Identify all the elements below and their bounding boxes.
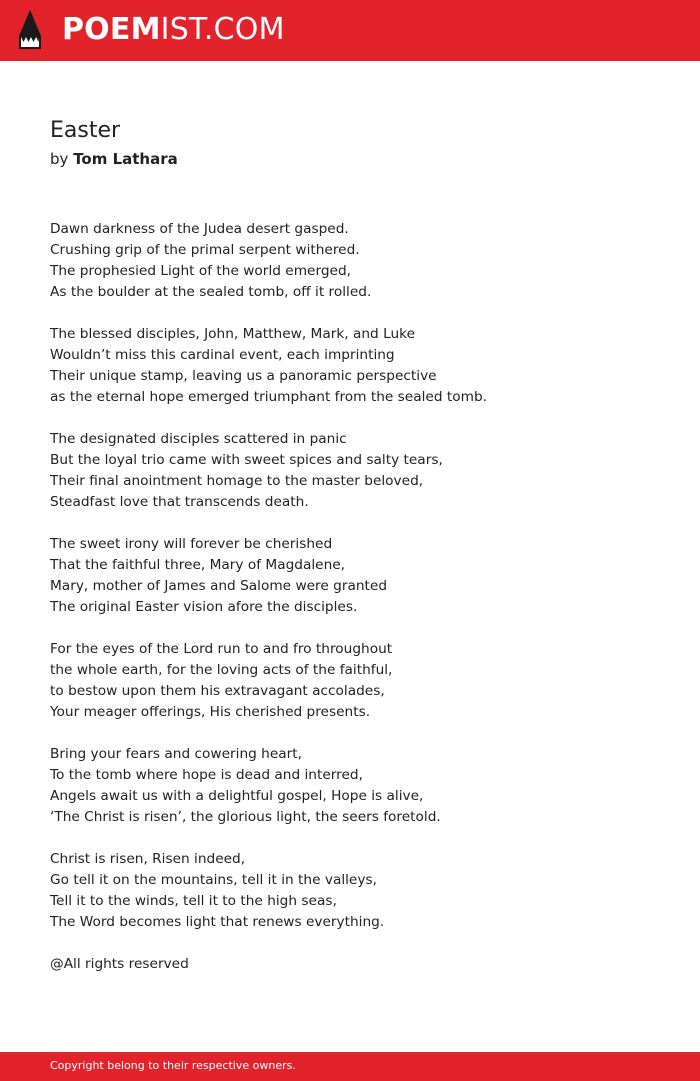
poem-line: to bestow upon them his extravagant accolades, xyxy=(50,683,385,699)
stanza xyxy=(50,744,670,828)
poem-line: The designated disciples scattered in panic xyxy=(50,431,347,447)
author-name[interactable]: Tom Lathara xyxy=(73,150,178,168)
stanza xyxy=(50,534,670,618)
stanza xyxy=(50,849,670,933)
byline xyxy=(50,149,178,169)
poem-line: the whole earth, for the loving acts of the faithful, xyxy=(50,662,393,678)
poem-title: Easter xyxy=(50,118,121,143)
poem-line: The blessed disciples, John, Matthew, Mark, and Luke xyxy=(50,326,415,342)
pencil-tip-icon[interactable] xyxy=(17,9,43,51)
site-footer xyxy=(0,1052,700,1081)
poem-line: Dawn darkness of the Judea desert gasped. xyxy=(50,221,349,237)
poem-line: Crushing grip of the primal serpent withered. xyxy=(50,242,360,258)
stanza xyxy=(50,429,670,513)
stanza xyxy=(50,219,670,303)
copyright-text: Copyright belong to their respective owners. xyxy=(50,1059,296,1072)
poem-line: Steadfast love that transcends death. xyxy=(50,494,309,510)
poem-line: That the faithful three, Mary of Magdalene, xyxy=(50,557,346,573)
rights-notice: @All rights reserved xyxy=(50,956,189,972)
poem-line: The prophesied Light of the world emerged, xyxy=(50,263,351,279)
poem-line: To the tomb where hope is dead and interred, xyxy=(50,767,363,783)
poem-line: Christ is risen, Risen indeed, xyxy=(50,851,246,867)
poem-line: Bring your fears and cowering heart, xyxy=(50,746,302,762)
poem-line: Wouldn’t miss this cardinal event, each imprinting xyxy=(50,347,395,363)
brand-light-text: IST.COM xyxy=(160,12,285,47)
poem-line: ‘The Christ is risen’, the glorious light, the seers foretold. xyxy=(50,809,441,825)
poem-line: As the boulder at the sealed tomb, off it rolled. xyxy=(50,284,372,300)
poem-body xyxy=(50,219,670,975)
poem-line: Angels await us with a delightful gospel, Hope is alive, xyxy=(50,788,424,804)
poem-line: The sweet irony will forever be cherished xyxy=(50,536,333,552)
poem-line: But the loyal trio came with sweet spices and salty tears, xyxy=(50,452,443,468)
poem-line: For the eyes of the Lord run to and fro throughout xyxy=(50,641,393,657)
poem-line: The original Easter vision afore the disciples. xyxy=(50,599,358,615)
brand-bold-text: POEM xyxy=(62,12,161,47)
poem-line: Mary, mother of James and Salome were granted xyxy=(50,578,388,594)
poem-line: Their unique stamp, leaving us a panoramic perspective xyxy=(50,368,437,384)
by-label: by xyxy=(50,150,69,168)
stanza xyxy=(50,324,670,408)
site-logo-text[interactable] xyxy=(62,12,285,48)
poem-line: Their final anointment homage to the master beloved, xyxy=(50,473,424,489)
poem-line: Go tell it on the mountains, tell it in the valleys, xyxy=(50,872,377,888)
poem-line: Tell it to the winds, tell it to the high seas, xyxy=(50,893,337,909)
poem-line: Your meager offerings, His cherished presents. xyxy=(50,704,371,720)
poem-line: as the eternal hope emerged triumphant from the sealed tomb. xyxy=(50,389,487,405)
site-header xyxy=(0,0,700,61)
poem-line: The Word becomes light that renews everything. xyxy=(50,914,385,930)
stanza xyxy=(50,639,670,723)
